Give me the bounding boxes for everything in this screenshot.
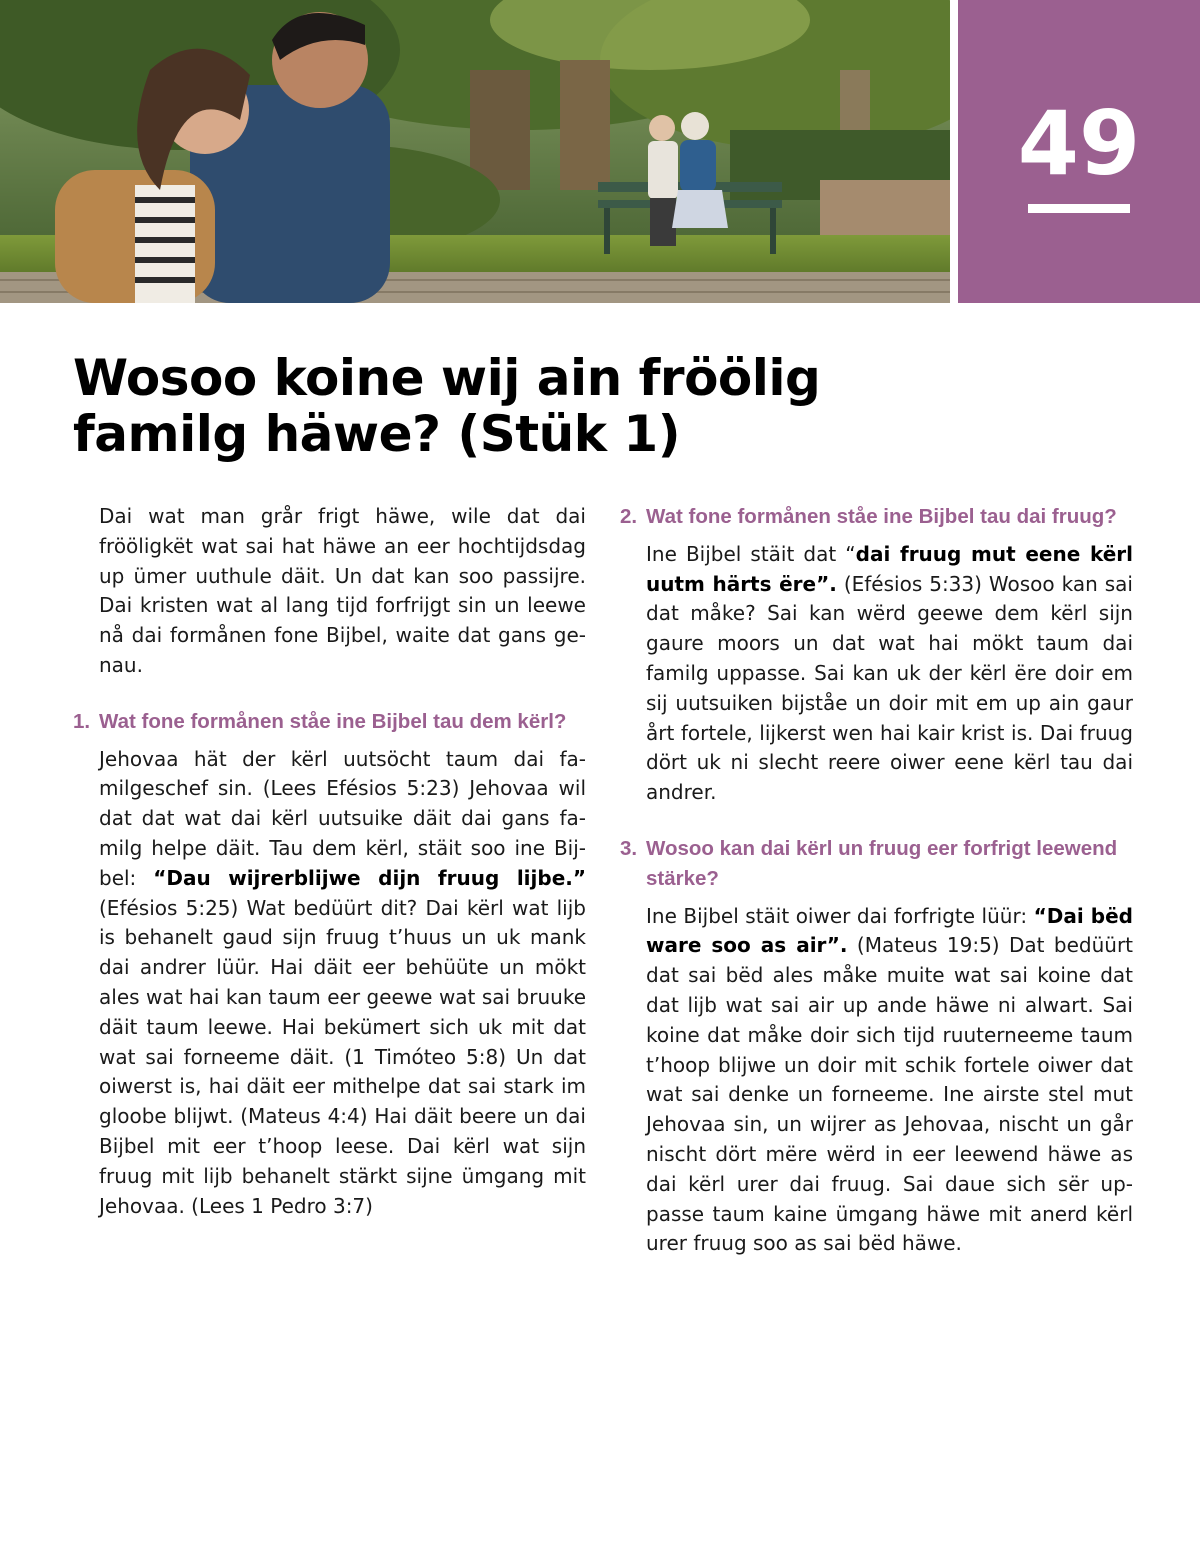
answer-2-bold-quote: dai fruug mut eene kërl uutm härts ëre”. <box>646 541 1133 596</box>
lesson-number-box <box>958 0 1200 303</box>
answer-1-text-end: (Efésios 5:25) Wat bedüürt dit? Dai kërl wat lijb is behanelt gaud sijn fruug t’huus un uk mank dai andrer lüür. Hai däit eer behüüte un mökt ales wat hai kan taum eer geewe wat sai bruuke däit taum leewe. Hai bekümert sich uk mit dat wat sai forneeme däit. (1 Timóteo 5:8) Un dat oiwerst is, hai däit eer mithelpe dat sai stark im gloobe blijwt. (Mateus 4:4) Hai däit beere un dai Bijbel mit eer t’hoop leese. Dai kërl wat sijn fruug mit lijb behanelt stärkt sijne ümgang mit Jehovaa. (Lees 1 Pedro 3:7) <box>99 895 586 1218</box>
question-1-number: 1. <box>73 709 91 733</box>
answer-3-bold-quote: “Dai bëd ware soo as air”. <box>646 903 1133 958</box>
question-3-text: Wosoo kan dai kërl un fruug eer forfrigt leewend stärke? <box>646 836 1118 890</box>
photo-couple-in-park-icon <box>0 0 950 303</box>
question-2-number: 2. <box>620 505 638 528</box>
answer-1-text-start: Jehovaa hät der kërl uutsöcht taum dai familgeschef sin. (Lees Efésios 5:23) Jehovaa wil dat dat wat dai kërl uutsuike däit dai gans familg helpe däit. Tau dem kërl, stäit soo ine Bijbel: <box>99 746 586 890</box>
answer-1 <box>73 745 586 1222</box>
question-3 <box>620 834 1133 894</box>
lesson-number-underline <box>1028 204 1130 213</box>
question-3-number: 3. <box>620 836 638 860</box>
answer-1-bold-quote: “Dau wijrerblijwe dijn fruug lijbe.” <box>153 865 587 890</box>
answer-3 <box>620 902 1133 1260</box>
page-title-line-1: Wosoo koine wij ain fröölig <box>73 349 821 407</box>
page-title <box>73 350 873 462</box>
page-title-line-2: familg häwe? (Stük 1) <box>73 405 681 463</box>
lesson-number: 49 <box>1017 92 1141 195</box>
question-1 <box>73 707 586 737</box>
answer-2 <box>620 540 1133 808</box>
question-2-text: Wat fone formånen ståe ine Bijbel tau dai fruug? <box>646 505 1117 528</box>
right-column <box>620 502 1133 1259</box>
answer-2-text-end: (Efésios 5:33) Wosoo kan sai dat måke? Sai kan wërd geewe dem kërl sijn gaure moors un dat wat hai mökt taum dai familg uppasse. Sai kan uk der kërl ëre doir em sij uutsuiken bijståe un doir mit em up ain gaur årt fortele, lijkerst wen hai kair krist is. Dai fruug dört uk ni slecht reere oiwer eene kërl tau dai andrer. <box>646 571 1133 805</box>
question-2 <box>620 502 1133 532</box>
answer-3-text-end: (Mateus 19:5) Dat bedüürt dat sai bëd ales måke muite wat sai koine dat dat lijb wat sai air up ande häwe ni alwart. Sai koine dat måke doir sich tijd ruuterneeme taum t’hoop blijwe un doir mit schik fortele oiwer dat wat sai denke un forneeme. Ine airste stel mut Jehovaa sin, un wijrer as Jehovaa, nischt un går nischt dört mëre wërd in eer leewend häwe as dai kërl urer dai fruug. Sai daue sich sër uppasse taum kaine ümgang häwe mit anerd kërl urer fruug soo as sai bëd häwe. <box>646 933 1134 1256</box>
intro-paragraph: Dai wat man grår frigt häwe, wile dat dai frööligkët wat sai hat häwe an eer hochtijdsdag up ümer uuthule däit. Un dat kan soo passijre. Dai kristen wat al lang tijd forfrijgt sin un leewe nå dai formånen fone Bijbel, waite dat gans genau. <box>99 504 586 677</box>
left-column <box>73 502 586 1221</box>
answer-3-text-start: Ine Bijbel stäit oiwer dai forfrigte lüür: <box>646 903 1034 928</box>
question-1-text: Wat fone formånen ståe ine Bijbel tau dem kërl? <box>99 709 567 733</box>
answer-2-text-start: Ine Bijbel stäit dat “ <box>646 541 856 566</box>
hero-photo <box>0 0 950 303</box>
